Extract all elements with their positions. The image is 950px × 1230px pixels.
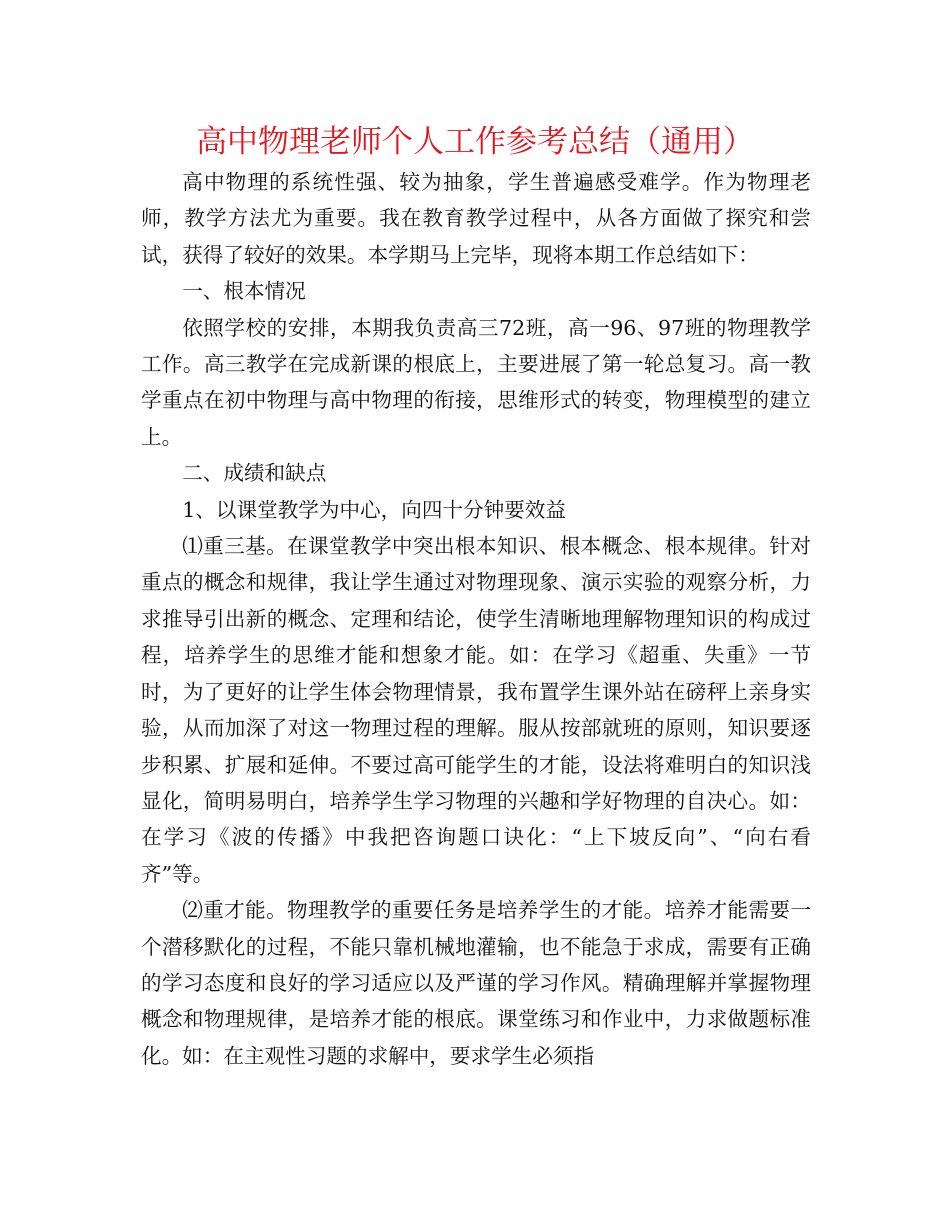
section-heading-basic-situation: 一、根本情况 <box>182 279 306 304</box>
subsection-heading-classroom: 1、以课堂教学为中心，向四十分钟要效益 <box>182 497 566 522</box>
paragraph-basic-situation: 依照学校的安排，本期我负责高三72班，高一96、97班的物理教学工作。高三教学在完成新课的根底上，主要进展了第一轮总复习。高一教学重点在初中物理与高中物理的衔接，思维形式的转变，物理模型的建立上。 <box>141 315 811 449</box>
paragraph-intro: 高中物理的系统性强、较为抽象，学生普遍感受难学。作为物理老师，教学方法尤为重要。我在教育教学过程中，从各方面做了探究和尝试，获得了较好的效果。本学期马上完毕，现将本期工作总结如下： <box>141 170 811 267</box>
document-title: 高中物理老师个人工作参考总结（通用） <box>196 124 754 160</box>
paragraph-three-basics: ⑴重三基。在课堂教学中突出根本知识、根本概念、根本规律。针对重点的概念和规律，我让学生通过对物理现象、演示实验的观察分析，力求推导引出新的概念、定理和结论，使学生清晰地理解物理知识的构成过程，培养学生的思维才能和想象才能。如：在学习《超重、失重》一节时，为了更好的让学生体会物理情景，我布置学生课外站在磅秤上亲身实验，从而加深了对这一物理过程的理解。服从按部就班的原则，知识要逐步积累、扩展和延伸。不要过高可能学生的才能，设法将难明白的知识浅显化，简明易明白，培养学生学习物理的兴趣和学好物理的自决心。如：在学习《波的传播》中我把咨询题口诀化：“上下坡反向”、“向右看齐”等。 <box>141 534 811 886</box>
section-heading-achievements: 二、成绩和缺点 <box>182 461 327 486</box>
paragraph-ability: ⑵重才能。物理教学的重要任务是培养学生的才能。培养才能需要一个潜移默化的过程，不能只靠机械地灌输，也不能急于求成，需要有正确的学习态度和良好的学习适应以及严谨的学习作风。精确理解并掌握物理概念和物理规律，是培养才能的根底。课堂练习和作业中，力求做题标准化。如：在主观性习题的求解中，要求学生必须指 <box>141 898 811 1068</box>
document-body <box>141 164 811 1074</box>
